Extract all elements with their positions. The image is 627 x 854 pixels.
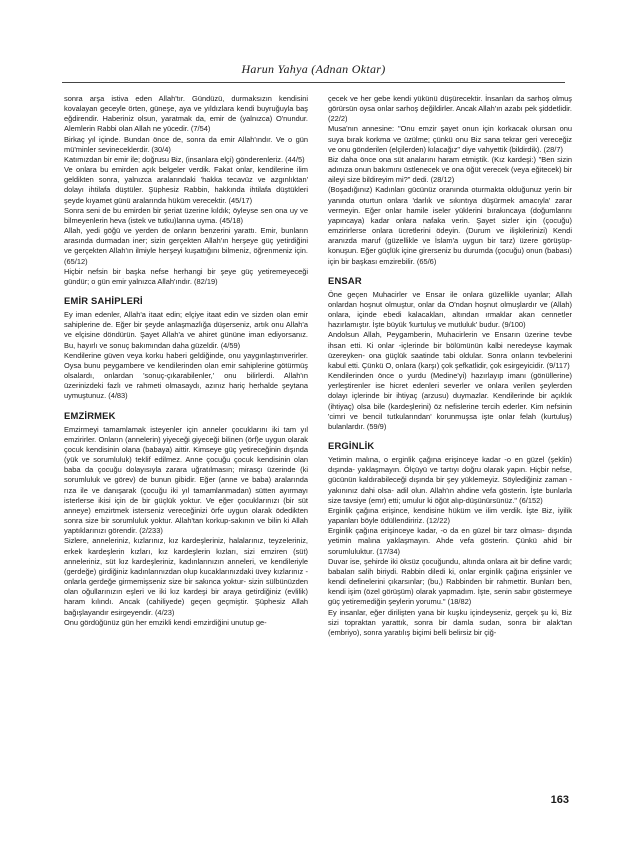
verse-paragraph: (Boşadığınız) Kadınları gücünüz oranında oturmakta olduğunuz yerin bir yanında oturtun onlara 'darlık ve sıkıntıya düşürmek amacıyla' zarar vermeyin. Eğer onlar hamile iseler yüklerini bırakıncaya (doğumlarını yapıncaya) kadar onlara nafaka verin. Şayet sizler için (çocuğu) emzirirlerse onlara ücretlerini ödeyin. (Durum ve ilişkilerinizi) Kendi aranızda maruf (güzellikle ve İslam'a uygun bir tarz) üzere görüşüp-konuşun. Eğer güçlük içine girerseniz bu durumda (çocuğu) onun (babası) için bir başkası emzirebilir. (65/6) — [328, 185, 572, 266]
verse-paragraph: Ey iman edenler, Allah'a itaat edin; elçiye itaat edin ve sizden olan emir sahiplerine de. Eğer bir şeyde anlaşmazlığa düşerseniz, artık onu Allah'a ve elçisine döndürün. Şayet Allah'a ve ahiret gününe iman ediyorsanız. Bu, hayırlı ve sonuç bakımından daha güzeldir. (4/59) — [64, 310, 308, 350]
verse-paragraph: Onu gördüğünüz gün her emzikli kendi emzirdiğini unutup ge- — [64, 617, 267, 627]
verse-paragraph: Katımızdan bir emir ile; doğrusu Biz, (insanlara elçi) gönderenleriz. (44/5) — [64, 154, 305, 164]
verse-paragraph: Musa'nın annesine: "Onu emzir şayet onun için korkacak olursan onu suya bırak korkma ve üzülme; çünkü onu Biz sana tekrar geri vereceğiz ve onu gönderilen (elçilerden) kılacağız" diye vahyettik (bildirdik). (28/7) — [328, 124, 572, 154]
page-number: 163 — [550, 794, 569, 806]
running-head: Harun Yahya (Adnan Oktar) — [241, 62, 386, 76]
verse-paragraph: Kendilerine güven veya korku haberi geldiğinde, onu yaygınlaştırıverirler. Oysa bunu peygambere ve kendilerinden olan emir sahiplerine götürmüş olsalardı, onlardan 'sonuç-çıkarabilenler,' onu bilirlerdi. Allah'ın üzerinizdeki fazlı ve rahmeti olmasaydı, azınız hariç herhalde şeytana uymuştunuz. (4/83) — [64, 350, 308, 401]
verse-paragraph: Ey insanlar, eğer dirilişten yana bir kuşku içindeyseniz, gerçek şu ki, Biz sizi topraktan yarattık, sonra bir damla sudan, sonra bir alak'tan (embriyo), sonra yaratılış biçimi belli belirsiz bir çiğ- — [328, 607, 572, 637]
verse-paragraph: Sizlere, anneleriniz, kızlarınız, kız kardeşleriniz, halalarınız, teyzeleriniz, erkek kardeşlerin kızları, kız kardeşlerin kızları, sizi emziren (süt) anneleriniz, süt kız kardeşleriniz, kadınlarınızın anneleri, ve kendileriyle (gerdeğe) girdiğiniz kadınlarınızdan olup kucaklarınızdaki üvey kızlarınız -onlarla gerdeğe girmemişseniz size bir sakınca yoktur- sizin sülbünüzden olan oğullarınızın eşleri ve iki kız kardeşi bir araya getirdiğiniz (evlilik) haram kılındı. Ancak (cahiliyede) geçen geçmiştir. Şüphesiz Allah bağışlayandır esirgeyendir. (4/23) — [64, 536, 308, 617]
verse-paragraph: Erginlik çağına erişinceye kadar, -o da en güzel bir tarz olması- dışında yetimin malına yaklaşmayın. Ahde vefa gösterin. Çünkü ahid bir sorumluluktur. (17/34) — [328, 526, 572, 556]
text-columns — [64, 94, 572, 806]
verse-paragraph: Sonra seni de bu emirden bir şeriat üzerine kıldık; öyleyse sen ona uy ve bilmeyenlerin heva (istek ve tutku)larına uyma. (45/18) — [64, 205, 308, 225]
verse-paragraph: Allah, yedi göğü ve yerden de onların benzerini yarattı. Emir, bunların arasında durmadan iner; sizin gerçekten Allah'ın herşeye güç yetirdiğini ve gerçekten Allah'ın ilmiyle herşeyi kuşattığını bilmeniz, öğrenmeniz için. (65/12) — [64, 226, 308, 266]
verse-paragraph: Kendilerinden önce o yurdu (Medine'yi) hazırlayıp imanı (gönüllerine) yerleştirenler ise hicret edenleri severler ve onlara verilen şeylerden dolayı içlerinde bir ihtiyaç (arzusu) duymazlar. Kendilerinde bir açıklık (ihtiyaç) olsa bile (kardeşlerini) öz nefislerine tercih ederler. Kim nefsinin 'cimri ve bencil tutkularından' korunmuşsa işte onlar felah (kurtuluş) bulanlardır. (59/9) — [328, 371, 572, 431]
verse-paragraph: sonra arşa istiva eden Allah'tır. Gündüzü, durmaksızın kendisini kovalayan geceyle örten, güneşe, aya ve yıldızlara kendi buyruğuyla baş eğdirendir. Haberiniz olsun, yaratmak da, emir de (yalnızca) O'nundur. Alemlerin Rabbi olan Allah ne yücedir. (7/54) — [64, 94, 308, 134]
section-heading: EMİR SAHİPLERİ — [64, 294, 143, 306]
verse-paragraph: Öne geçen Muhacirler ve Ensar ile onlara güzellikle uyanlar; Allah onlardan hoşnut olmuştur, onlar da O'ndan hoşnut olmuşlardır ve (Allah) onlara, içinde ebedi kalacakları, altından ırmaklar akan cennetler hazırlamıştır. İşte büyük 'kurtuluş ve mutluluk' budur. (9/100) — [328, 289, 572, 330]
section-heading: ENSAR — [328, 274, 362, 286]
verse-paragraph: Erginlik çağına erişince, kendisine hüküm ve ilim verdik. İşte Biz, iyilik yapanları böyle ödüllendiririz. (12/22) — [328, 505, 572, 526]
verse-paragraph: Duvar ise, şehirde iki öksüz çocuğundu, altında onlara ait bir define vardı; babaları salih biriydi. Rabbin diledi ki, onlar erginlik çağına erişsinler ve kendi definelerini çıkarsınlar; (bu,) Rabbinden bir rahmettir. Bunları ben, kendi işim (özel görüşüm) olarak yapmadım. İşte, senin sabır göstermeye güç yetiremediğin şeylerin yorumu." (18/82) — [328, 556, 572, 607]
verse-paragraph: Ve onlara bu emirden açık belgeler verdik. Fakat onlar, kendilerine ilim geldikten sonra, yalnızca aralarındaki 'hakka tecavüz ve azgınlıktan' dolayı ihtilafa düştüler. Şüphesiz Rabbin, hakkında ihtilafa düştükleri şeyde kıyamet günü aralarında hüküm verecektir. (45/17) — [64, 165, 308, 205]
verse-paragraph: Emzirmeyi tamamlamak isteyenler için anneler çocuklarını iki tam yıl emzirirler. Onların (annelerin) yiyeceği giyeceği bilinen (örf)e uygun olarak çocuk kendisinin olana (babaya) aittir. Kimseye güç yetireceğinin dışında (yük ve sorumluluk) teklif edilmez. Anne çocuğu çocuk kendisinin olan baba da çocuğu dolayısıyla zarara uğratılmasın; mirasçı üzerinde (ki sorumluluk ve görev) de bunun gibidir. Eğer (anne ve baba) aralarında rıza ile ve danışarak (çocuğu iki yıl tamamlanmadan) sütten ayırmayı isterlerse ikisi için de bir güçlük yoktur. Ve eğer çocuklarınızı (bir süt anneye) emzirtmek isterseniz vereceğinizi örfe uygun olarak ödedikten sonra size bir sorumluluk yoktur. Allah'tan korkup-sakının ve bilin ki Allah yaptıklarınızı görendir. (2/233) — [64, 424, 308, 536]
header-rule — [62, 82, 565, 83]
verse-paragraph: Biz daha önce ona süt analarını haram etmiştik. (Kız kardeşi:) "Ben sizin adınıza onun bakımını üstlenecek ve ona öğüt verecek (veya eğitecek) bir aileyi size bildireyim mi?" dedi. (28/12) — [328, 154, 572, 185]
section-heading: ERGİNLİK — [328, 440, 375, 451]
verse-paragraph: Yetimin malına, o erginlik çağına erişinceye kadar -o en güzel (şeklin) dışında- yaklaşmayın. Ölçüyü ve tartıyı doğru olarak yapın. Hiçbir nefse, gücünün kaldırabileceği dışında bir şey yüklemeyiz. Söylediğiniz zaman -yakınınız dahi olsa- adil olun. Allah'ın ahdine vefa gösterin. İşte bunlarla size tavsiye (emr) etti; umulur ki öğüt alıp-düşünürsünüz." (6/152) — [328, 455, 572, 505]
verse-paragraph: çecek ve her gebe kendi yükünü düşürecektir. İnsanları da sarhoş olmuş görürsün oysa onlar sarhoş değildirler. Ancak Allah'ın azabı pek şiddetlidir. (22/2) — [328, 94, 572, 124]
verse-paragraph: Andolsun Allah, Peygamberin, Muhacirlerin ve Ensarın üzerine tevbe ihsan etti. Ki onlar -içlerinde bir bölümünün kalbi neredeyse kaymak üzereyken- ona güçlük saatinde tabi oldular. Sonra onların tevbelerini kabul etti. Çünkü O, onlara (karşı) çok şefkatlidir, çok esirgeyicidir. (9/117) — [328, 330, 572, 370]
left-column — [64, 94, 308, 806]
section-heading: EMZİRMEK — [64, 409, 116, 421]
verse-paragraph: Hiçbir nefsin bir başka nefse herhangi bir şeye güç yetiremeyeceği gündür; o gün emir yalnızca Allah'ındır. (82/19) — [64, 266, 308, 286]
right-column — [328, 94, 572, 806]
verse-paragraph: Birkaç yıl içinde. Bundan önce de, sonra da emir Allah'ındır. Ve o gün mü'minler sevineceklerdir. (30/4) — [64, 134, 308, 154]
